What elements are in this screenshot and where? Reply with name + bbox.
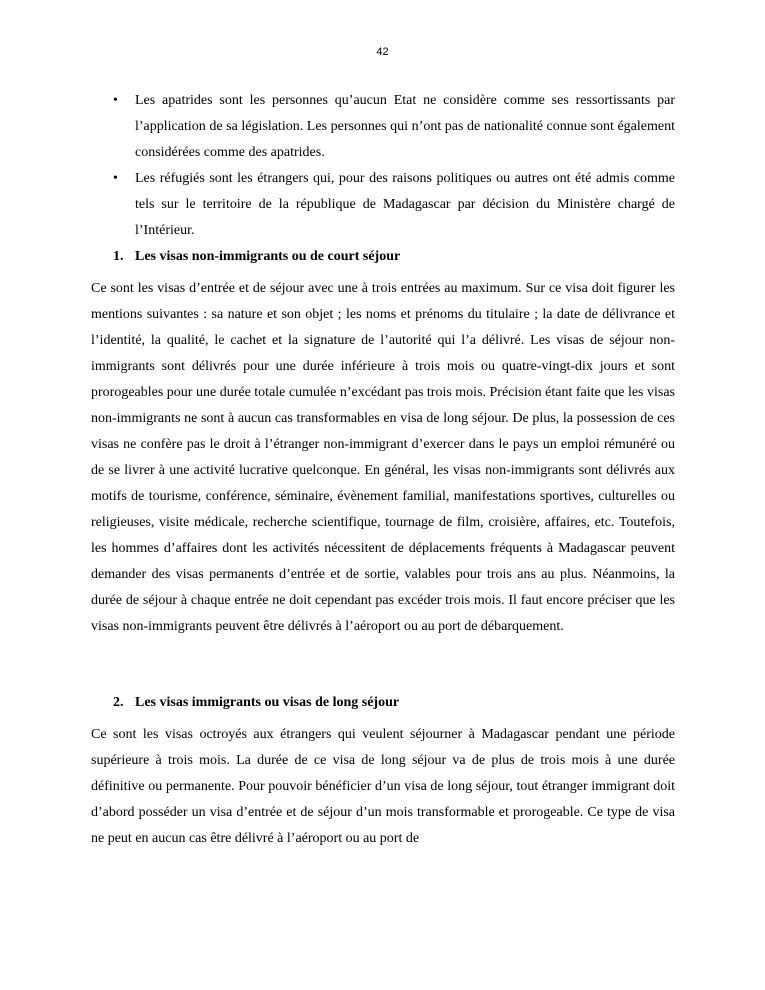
page-number: 42 [376, 46, 389, 58]
section-title: Les visas non-immigrants ou de court séjour [135, 249, 401, 264]
bullet-marker: • [113, 93, 118, 108]
section-paragraph-court-sejour: Ce sont les visas d’entrée et de séjour avec une à trois entrées au maximum. Sur ce visa doit figurer les mentions suivantes : sa nature et son objet ; les noms et prénoms du titulaire ; la date de délivrance et l’identité, la qualité, le cachet et la signature de l’autorité qui l’a délivré. Les visas de séjour non-immigrants sont délivrés pour une durée inférieure à trois mois ou quatre-vingt-dix jours et sont prorogeables pour une durée totale cumulée n’excédant pas trois mois. Précision étant faite que les visas non-immigrants ne sont à aucun cas transformables en visa de long séjour. De plus, la possession de ces visas ne confère pas le droit à l’étranger non-immigrant d’exercer dans le pays un emploi rémunéré ou de se livrer à une activité lucrative quelconque. En général, les visas non-immigrants sont délivrés aux motifs de tourisme, conférence, séminaire, évènement familial, manifestations sportives, culturelles ou religieuses, visite médicale, recherche scientifique, tournage de film, croisière, affaires, etc. Toutefois, les hommes d’affaires dont les activités nécessitent de déplacements fréquents à Madagascar peuvent demander des visas permanents d’entrée et de sortie, valables pour trois ans au plus. Néanmoins, la durée de séjour à chaque entrée ne doit cependant pas excéder trois mois. Il faut encore préciser que les visas non-immigrants peuvent être délivrés à l’aéroport ou au port de débarquement. [91, 281, 675, 634]
bullet-text: Les apatrides sont les personnes qu’aucun Etat ne considère comme ses ressortissants par l’application de sa législation. Les personnes qui n’ont pas de nationalité connue sont également considérées comme des apatrides. [135, 93, 675, 160]
section-number: 1. [113, 249, 124, 264]
bullet-item-refugies [91, 166, 675, 244]
bullet-list [91, 88, 675, 244]
section-heading-long-sejour [91, 690, 675, 716]
bullet-marker: • [113, 171, 118, 186]
section-paragraph-long-sejour: Ce sont les visas octroyés aux étrangers qui veulent séjourner à Madagascar pendant une période supérieure à trois mois. La durée de ce visa de long séjour va de plus de trois mois à une durée définitive ou permanente. Pour pouvoir bénéficier d’un visa de long séjour, tout étranger immigrant doit d’abord posséder un visa d’entrée et de séjour d’un mois transformable et prorogeable. Ce type de visa ne peut en aucun cas être délivré à l’aéroport ou au port de [91, 727, 675, 846]
bullet-item-apatrides [91, 88, 675, 166]
bullet-text: Les réfugiés sont les étrangers qui, pour des raisons politiques ou autres ont été admis comme tels sur le territoire de la république de Madagascar par décision du Ministère chargé de l’Intérieur. [135, 171, 675, 238]
section-number: 2. [113, 695, 124, 710]
document-body [91, 88, 675, 852]
section-heading-court-sejour [91, 244, 675, 270]
section-title: Les visas immigrants ou visas de long séjour [135, 695, 400, 710]
